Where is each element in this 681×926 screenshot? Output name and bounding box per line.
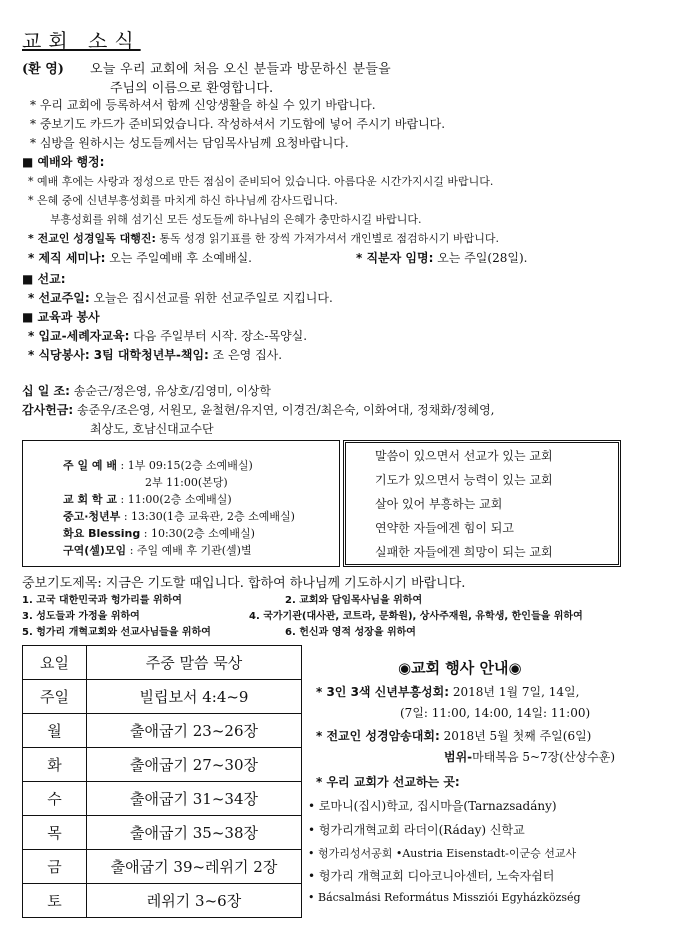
- range-line: [444, 748, 615, 765]
- schedule-school-text: : 11:00(2층 소예배실): [120, 493, 232, 506]
- table-row: [23, 816, 302, 850]
- schedule-youth-label: 중고·청년부: [63, 510, 121, 523]
- welcome-item-2: * 중보기도 카드가 준비되었습니다. 작성하셔서 기도함에 넣어 주시기 바랍니다.: [30, 117, 446, 131]
- revival-times: (7일: 11:00, 14:00, 14일: 11:00): [400, 706, 591, 720]
- officer-text: 오는 주일(28일).: [437, 251, 528, 265]
- recital-text: 2018년 5월 첫째 주일(6일): [443, 729, 592, 743]
- prayer-item-1: 1. 고국 대한민국과 헝가리를 위하여: [22, 595, 182, 606]
- worship-line-1: * 예배 후에는 사랑과 정성으로 만든 점심이 준비되어 있습니다. 아름다운 시간가지시길 바랍니다.: [28, 175, 494, 188]
- prayer-title: 중보기도제목: 지금은 기도할 때입니다. 합하여 하나님께 기도하시기 바랍니다.: [22, 576, 466, 591]
- education-line-2: [28, 346, 282, 363]
- passage-cell: 출애굽기 23~26장: [87, 714, 302, 748]
- thanks-label: 감사헌금:: [22, 403, 74, 417]
- day-cell: 토: [23, 884, 87, 918]
- seminar-text: 오는 주일예배 후 소예배실.: [109, 251, 252, 265]
- day-cell: 화: [23, 748, 87, 782]
- prayer-item-5: 5. 헝가리 개혁교회와 선교사님들을 위하여: [22, 627, 211, 638]
- recital-line: [316, 727, 591, 744]
- bible-reading-line: [28, 230, 499, 246]
- schedule-worship-label: 주 일 예 배: [63, 459, 117, 472]
- table-row: [23, 680, 302, 714]
- support-item-1: • 로마니(집시)학교, 집시마을(Tarnazsadány): [308, 799, 557, 813]
- mission-label: * 선교주일:: [28, 291, 90, 305]
- welcome-item-3: * 심방을 원하시는 성도들께서는 담임목사님께 요청바랍니다.: [30, 136, 349, 150]
- mission-heading: ■ 선교:: [22, 272, 66, 286]
- support-item-2: • 헝가리개혁교회 라더이(Ráday) 신학교: [308, 823, 525, 837]
- schedule-blessing: [63, 525, 255, 541]
- page-title: 교회 소식: [22, 29, 141, 53]
- thanks-names-1: 송준우/조은영, 서원모, 윤철현/유지연, 이경건/최은숙, 이화여대, 정채화/정혜영,: [77, 403, 495, 417]
- welcome-line-2: 주님의 이름으로 환영합니다.: [110, 81, 274, 96]
- support-label: * 우리 교회가 선교하는 곳:: [316, 775, 460, 789]
- schedule-worship: [63, 457, 253, 473]
- prayer-item-2: 2. 교회와 담임목사님을 위하여: [285, 595, 423, 606]
- day-cell: 목: [23, 816, 87, 850]
- passage-cell: 빌립보서 4:4~9: [87, 680, 302, 714]
- schedule-blessing-text: : 10:30(2층 소예배실): [143, 527, 255, 540]
- motto-line-4: 연약한 자들에겐 힘이 되고: [375, 521, 514, 535]
- support-item-4: • 헝가리 개혁교회 디아코니아센터, 노숙자쉼터: [308, 869, 555, 883]
- thanks-line-1: [22, 401, 495, 418]
- thanks-names-2: 최상도, 호남신대교수단: [90, 422, 214, 436]
- support-item-5: • Bácsalmási Református Missziói Egyházközség: [308, 891, 581, 904]
- officer-label: * 직분자 임명:: [356, 251, 434, 265]
- passage-cell: 출애굽기 27~30장: [87, 748, 302, 782]
- welcome-line-1: 오늘 우리 교회에 처음 오신 분들과 방문하신 분들을: [90, 62, 392, 77]
- passage-cell: 레위기 3~6장: [87, 884, 302, 918]
- schedule-youth: [63, 508, 295, 524]
- bible-reading-label: * 전교인 성경일독 대행진:: [28, 232, 156, 245]
- meditation-table: [22, 645, 302, 918]
- table-row: [23, 714, 302, 748]
- motto-line-2: 기도가 있으면서 능력이 있는 교회: [375, 473, 553, 487]
- seminar-label: * 제직 세미나:: [28, 251, 106, 265]
- schedule-cell-text: : 주일 예배 후 기관(셀)별: [129, 544, 252, 557]
- events-title: ◉교회 행사 안내◉: [398, 659, 522, 677]
- prayer-item-4: 4. 국가기관(대사관, 코트라, 문화원), 상사주재원, 유학생, 한인들을 위하여: [249, 611, 583, 622]
- day-cell: 주일: [23, 680, 87, 714]
- passage-cell: 출애굽기 31~34장: [87, 782, 302, 816]
- education-heading: ■ 교육과 봉사: [22, 310, 100, 324]
- day-cell: 수: [23, 782, 87, 816]
- motto-line-5: 실패한 자들에겐 희망이 되는 교회: [375, 545, 553, 559]
- support-item-3: • 헝가리성서공회 •Austria Eisenstadt-이군승 선교사: [308, 847, 577, 860]
- seminar-line: [28, 249, 252, 266]
- passage-cell: 출애굽기 39~레위기 2장: [87, 850, 302, 884]
- officer-line: [356, 249, 527, 266]
- motto-line-3: 살아 있어 부흥하는 교회: [375, 497, 503, 511]
- education-line-1: [28, 327, 307, 344]
- header-day: 요일: [23, 646, 87, 680]
- table-header-row: [23, 646, 302, 680]
- schedule-cell: [63, 542, 252, 558]
- revival-text: 2018년 1월 7일, 14일,: [452, 685, 580, 699]
- table-row: [23, 748, 302, 782]
- tithe-line: [22, 382, 271, 399]
- range-text: 마태복음 5~7장(산상수훈): [472, 750, 616, 764]
- day-cell: 금: [23, 850, 87, 884]
- motto-line-1: 말씀이 있으면서 선교가 있는 교회: [375, 449, 553, 463]
- welcome-item-1: * 우리 교회에 등록하셔서 함께 신앙생활을 하실 수 있기 바랍니다.: [30, 98, 376, 112]
- table-row: [23, 782, 302, 816]
- schedule-cell-label: 구역(셀)모임: [63, 544, 127, 557]
- worship-line-3: 부흥성회를 위해 섬기신 모든 성도들께 하나님의 은혜가 충만하시길 바랍니다.: [50, 213, 422, 226]
- prayer-item-3: 3. 성도들과 가정을 위하여: [22, 611, 140, 622]
- range-label: 범위-: [444, 750, 473, 764]
- worship-line-2: * 은혜 중에 신년부흥성회를 마치게 하신 하나님께 감사드립니다.: [28, 194, 338, 207]
- revival-label: * 3인 3색 신년부흥성회:: [316, 685, 450, 699]
- mission-line: [28, 289, 333, 306]
- revival-line: [316, 683, 579, 700]
- kitchen-text: 조 은영 집사.: [212, 348, 283, 362]
- bible-reading-text: 통독 성경 읽기표를 한 장씩 가져가셔서 개인별로 점검하시기 바랍니다.: [159, 232, 500, 245]
- table-row: [23, 884, 302, 918]
- schedule-youth-text: : 13:30(1층 교육관, 2층 소예배실): [123, 510, 295, 523]
- tithe-names: 송순근/정은영, 유상호/김영미, 이상학: [73, 384, 271, 398]
- table-row: [23, 850, 302, 884]
- prayer-item-6: 6. 헌신과 영적 성장을 위하여: [285, 627, 416, 638]
- welcome-label: (환 영): [22, 62, 64, 77]
- catechism-text: 다음 주일부터 시작. 장소-목양실.: [133, 329, 308, 343]
- schedule-worship-1: : 1부 09:15(2층 소예배실): [120, 459, 253, 472]
- day-cell: 월: [23, 714, 87, 748]
- header-passage: 주중 말씀 묵상: [87, 646, 302, 680]
- schedule-worship-2: 2부 11:00(본당): [145, 476, 228, 489]
- catechism-label: * 입교-세례자교육:: [28, 329, 130, 343]
- kitchen-label: * 식당봉사: 3팀 대학청년부-책임:: [28, 348, 209, 362]
- schedule-blessing-label: 화요 Blessing: [63, 527, 141, 540]
- worship-heading: ■ 예배와 행정:: [22, 155, 105, 169]
- recital-label: * 전교인 성경암송대회:: [316, 729, 440, 743]
- tithe-label: 십 일 조:: [22, 384, 70, 398]
- mission-text: 오늘은 집시선교를 위한 선교주일로 지킵니다.: [93, 291, 333, 305]
- passage-cell: 출애굽기 35~38장: [87, 816, 302, 850]
- schedule-school: [63, 491, 232, 507]
- schedule-school-label: 교 회 학 교: [63, 493, 117, 506]
